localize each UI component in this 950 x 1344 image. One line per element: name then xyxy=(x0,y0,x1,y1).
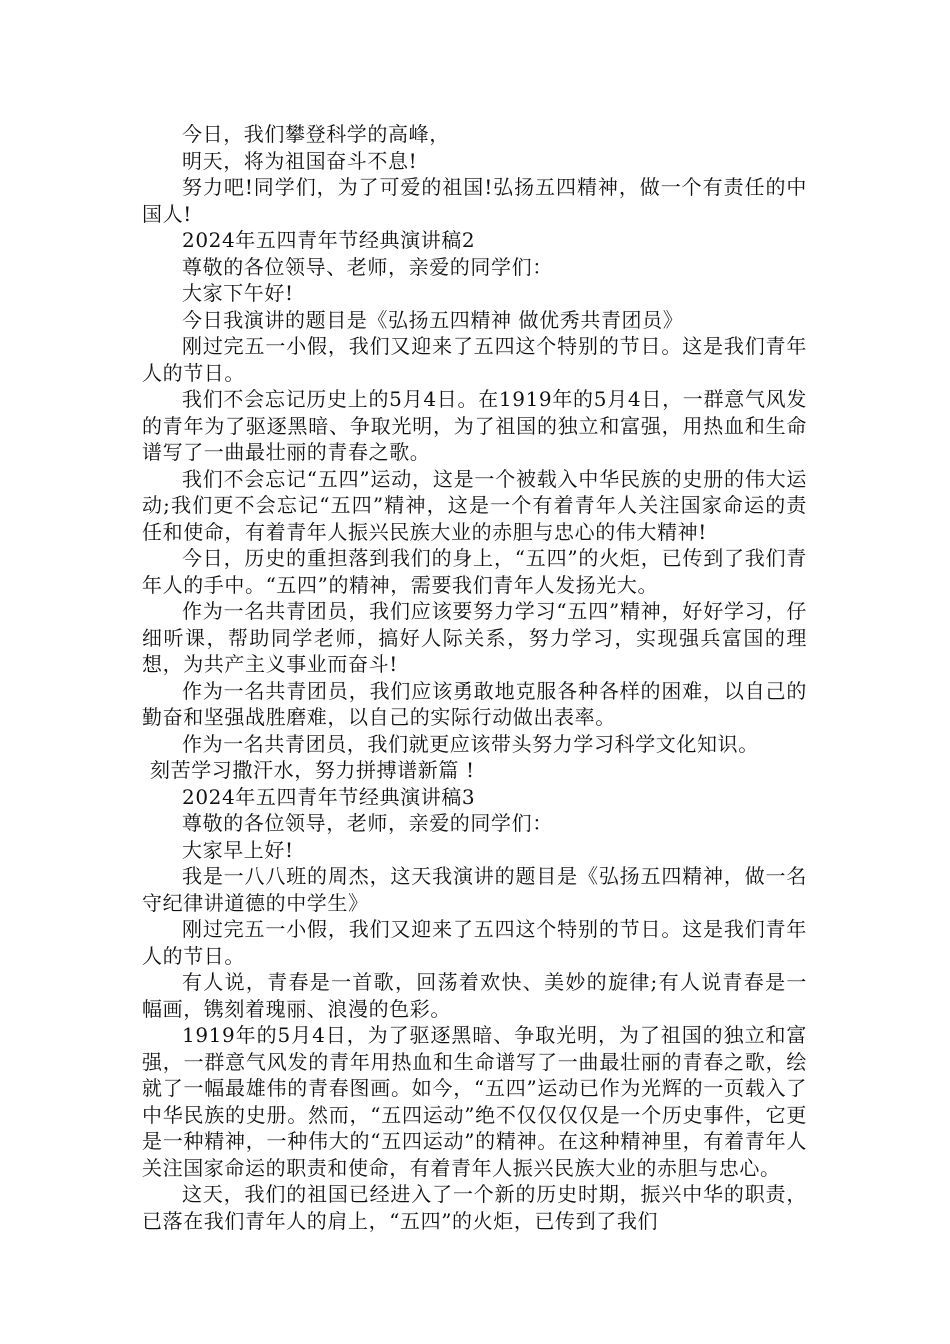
paragraph: 刚过完五一小假，我们又迎来了五四这个特别的节日。这是我们青年人的节日。 xyxy=(142,334,807,385)
paragraph: 努力吧!同学们，为了可爱的祖国!弘扬五四精神，做一个有责任的中国人! xyxy=(142,175,807,226)
paragraph: 1919年的5月4日，为了驱逐黑暗、争取光明，为了祖国的独立和富强，一群意气风发的青年用热血和生命谱写了一曲最壮丽的青春之歌，绘就了一幅最雄伟的青春图画。如今，“五四”运动已作为光辉的一页载入了中华民族的史册。然而，“五四运动”绝不仅仅仅仅是一个历史事件，它更是一种精神，一种伟大的“五四运动”的精神。在这种精神里，有着青年人关注国家命运的职责和使命，有着青年人振兴民族大业的赤胆与忠心。 xyxy=(142,1023,807,1180)
salutation: 尊敬的各位领导、老师，亲爱的同学们： xyxy=(182,254,553,279)
document-page xyxy=(142,121,807,1234)
greeting: 大家早上好! xyxy=(182,837,294,862)
paragraph: 刻苦学习撒汗水，努力拼搏谱新篇 ! xyxy=(150,758,475,782)
salutation: 尊敬的各位领导，老师，亲爱的同学们： xyxy=(182,811,553,835)
section-heading: 2024年五四青年节经典演讲稿2 xyxy=(182,228,476,252)
section-heading: 2024年五四青年节经典演讲稿3 xyxy=(182,784,476,809)
speech-topic: 我是一八八班的周杰，这天我演讲的题目是《弘扬五四精神，做一名守纪律讲道德的中学生》 xyxy=(142,864,807,915)
paragraph: 作为一名共青团员，我们应该勇敢地克服各种各样的困难，以自己的勤奋和坚强战胜磨难，以自己的实际行动做出表率。 xyxy=(142,678,807,729)
paragraph: 今日，我们攀登科学的高峰， xyxy=(182,122,450,146)
paragraph: 这天，我们的祖国已经进入了一个新的历史时期，振兴中华的职责，已落在我们青年人的肩上，“五四”的火炬，已传到了我们 xyxy=(142,1182,807,1233)
paragraph: 作为一名共青团员，我们就更应该带头努力学习科学文化知识。 xyxy=(182,731,759,756)
greeting: 大家下午好! xyxy=(182,281,294,305)
paragraph: 我们不会忘记“五四”运动，这是一个被载入中华民族的史册的伟大运动;我们更不会忘记“五四”精神，这是一个有着青年人关注国家命运的责任和使命，有着青年人振兴民族大业的赤胆与忠心的伟大精神! xyxy=(142,466,807,544)
speech-topic: 今日我演讲的题目是《弘扬五四精神 做优秀共青团员》 xyxy=(182,307,684,332)
paragraph: 今日，历史的重担落到我们的身上，“五四”的火炬，已传到了我们青年人的手中。“五四”的精神，需要我们青年人发扬光大。 xyxy=(142,546,807,597)
paragraph: 我们不会忘记历史上的5月4日。在1919年的5月4日，一群意气风发的青年为了驱逐黑暗、争取光明，为了祖国的独立和富强，用热血和生命谱写了一曲最壮丽的青春之歌。 xyxy=(142,387,807,464)
paragraph: 明天，将为祖国奋斗不息! xyxy=(182,148,418,173)
paragraph: 刚过完五一小假，我们又迎来了五四这个特别的节日。这是我们青年人的节日。 xyxy=(142,917,807,968)
paragraph: 有人说，青春是一首歌，回荡着欢快、美妙的旋律;有人说青春是一幅画，镌刻着瑰丽、浪漫的色彩。 xyxy=(142,970,807,1021)
paragraph: 作为一名共青团员，我们应该要努力学习“五四”精神，好好学习，仔细听课，帮助同学老师，搞好人际关系，努力学习，实现强兵富国的理想，为共产主义事业而奋斗! xyxy=(142,599,807,676)
